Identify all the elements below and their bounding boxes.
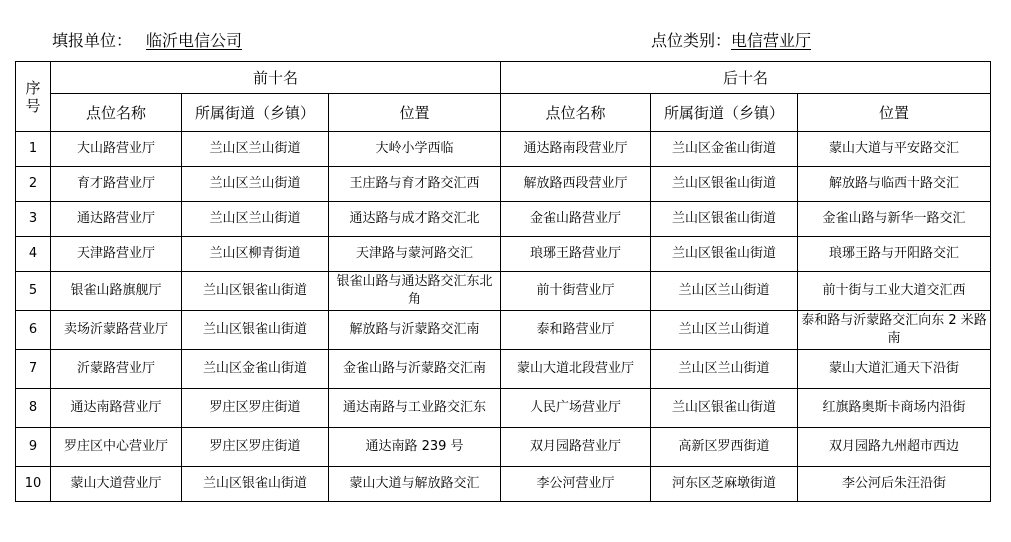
- bottom-col-street: 所属街道（乡镇）: [651, 94, 798, 132]
- top-location-cell: 通达路与成才路交汇北: [329, 202, 501, 237]
- bottom-name-cell: 李公河营业厅: [501, 467, 651, 502]
- seq-cell: 10: [16, 467, 51, 502]
- table-row: [16, 272, 991, 311]
- top-name-cell: 通达路营业厅: [51, 202, 182, 237]
- top-street-cell: 罗庄区罗庄街道: [182, 389, 329, 428]
- table-row: [16, 389, 991, 428]
- table-row: [16, 428, 991, 467]
- top-name-cell: 蒙山大道营业厅: [51, 467, 182, 502]
- top-ten-header: 前十名: [51, 62, 501, 94]
- table-row: [16, 132, 991, 167]
- bottom-location-cell: 蒙山大道汇通天下沿街: [798, 350, 991, 389]
- bottom-street-cell: 河东区芝麻墩街道: [651, 467, 798, 502]
- seq-cell: 7: [16, 350, 51, 389]
- top-location-cell: 蒙山大道与解放路交汇: [329, 467, 501, 502]
- table-row: [16, 350, 991, 389]
- seq-cell: 4: [16, 237, 51, 272]
- seq-cell: 9: [16, 428, 51, 467]
- top-location-cell: 银雀山路与通达路交汇东北角: [329, 272, 501, 311]
- top-col-name: 点位名称: [51, 94, 182, 132]
- seq-header: [16, 62, 51, 132]
- top-street-cell: 兰山区兰山街道: [182, 132, 329, 167]
- bottom-location-cell: 琅琊王路与开阳路交汇: [798, 237, 991, 272]
- bottom-location-cell: 蒙山大道与平安路交汇: [798, 132, 991, 167]
- table-row: [16, 202, 991, 237]
- table-row: [16, 237, 991, 272]
- bottom-name-cell: 通达路南段营业厅: [501, 132, 651, 167]
- top-name-cell: 银雀山路旗舰厅: [51, 272, 182, 311]
- top-name-cell: 天津路营业厅: [51, 237, 182, 272]
- top-location-cell: 王庄路与育才路交汇西: [329, 167, 501, 202]
- table-row: [16, 311, 991, 350]
- top-location-cell: 通达南路与工业路交汇东: [329, 389, 501, 428]
- bottom-street-cell: 兰山区金雀山街道: [651, 132, 798, 167]
- top-street-cell: 兰山区银雀山街道: [182, 311, 329, 350]
- top-name-cell: 大山路营业厅: [51, 132, 182, 167]
- bottom-name-cell: 琅琊王路营业厅: [501, 237, 651, 272]
- top-name-cell: 卖场沂蒙路营业厅: [51, 311, 182, 350]
- bottom-location-cell: 李公河后朱汪沿街: [798, 467, 991, 502]
- seq-cell: 3: [16, 202, 51, 237]
- top-location-cell: 金雀山路与沂蒙路交汇南: [329, 350, 501, 389]
- bottom-name-cell: 人民广场营业厅: [501, 389, 651, 428]
- bottom-street-cell: 高新区罗西街道: [651, 428, 798, 467]
- top-street-cell: 兰山区兰山街道: [182, 202, 329, 237]
- column-header-row: [16, 94, 991, 132]
- bottom-street-cell: 兰山区兰山街道: [651, 272, 798, 311]
- top-name-cell: 育才路营业厅: [51, 167, 182, 202]
- unit-value: 临沂电信公司: [146, 31, 243, 50]
- category-value: 电信营业厅: [731, 31, 812, 50]
- bottom-name-cell: 解放路西段营业厅: [501, 167, 651, 202]
- top-street-cell: 兰山区柳青街道: [182, 237, 329, 272]
- top-street-cell: 兰山区兰山街道: [182, 167, 329, 202]
- table-row: [16, 467, 991, 502]
- bottom-street-cell: 兰山区兰山街道: [651, 350, 798, 389]
- unit-header: [52, 28, 250, 51]
- seq-header-text: 序号: [25, 78, 41, 115]
- bottom-street-cell: 兰山区银雀山街道: [651, 202, 798, 237]
- bottom-ten-header: 后十名: [501, 62, 991, 94]
- bottom-street-cell: 兰山区兰山街道: [651, 311, 798, 350]
- top-location-cell: 大岭小学西临: [329, 132, 501, 167]
- seq-cell: 1: [16, 132, 51, 167]
- seq-cell: 2: [16, 167, 51, 202]
- seq-cell: 5: [16, 272, 51, 311]
- bottom-col-location: 位置: [798, 94, 991, 132]
- top-street-cell: 兰山区金雀山街道: [182, 350, 329, 389]
- bottom-street-cell: 兰山区银雀山街道: [651, 167, 798, 202]
- top-name-cell: 罗庄区中心营业厅: [51, 428, 182, 467]
- ranking-table: [15, 61, 991, 502]
- bottom-location-cell: 红旗路奥斯卡商场内沿街: [798, 389, 991, 428]
- category-header: [651, 28, 811, 51]
- seq-cell: 8: [16, 389, 51, 428]
- top-name-cell: 沂蒙路营业厅: [51, 350, 182, 389]
- bottom-location-cell: 泰和路与沂蒙路交汇向东 2 米路南: [798, 311, 991, 350]
- top-street-cell: 兰山区银雀山街道: [182, 467, 329, 502]
- top-location-cell: 通达南路 239 号: [329, 428, 501, 467]
- top-col-location: 位置: [329, 94, 501, 132]
- top-street-cell: 兰山区银雀山街道: [182, 272, 329, 311]
- bottom-street-cell: 兰山区银雀山街道: [651, 389, 798, 428]
- top-street-cell: 罗庄区罗庄街道: [182, 428, 329, 467]
- top-name-cell: 通达南路营业厅: [51, 389, 182, 428]
- bottom-name-cell: 泰和路营业厅: [501, 311, 651, 350]
- category-label: 点位类别：: [651, 31, 732, 50]
- bottom-location-cell: 前十街与工业大道交汇西: [798, 272, 991, 311]
- group-header-row: [16, 62, 991, 94]
- top-location-cell: 天津路与蒙河路交汇: [329, 237, 501, 272]
- seq-cell: 6: [16, 311, 51, 350]
- bottom-location-cell: 双月园路九州超市西边: [798, 428, 991, 467]
- bottom-name-cell: 金雀山路营业厅: [501, 202, 651, 237]
- top-col-street: 所属街道（乡镇）: [182, 94, 329, 132]
- bottom-street-cell: 兰山区银雀山街道: [651, 237, 798, 272]
- unit-label: 填报单位：: [52, 31, 133, 50]
- top-location-cell: 解放路与沂蒙路交汇南: [329, 311, 501, 350]
- bottom-col-name: 点位名称: [501, 94, 651, 132]
- bottom-name-cell: 双月园路营业厅: [501, 428, 651, 467]
- table-row: [16, 167, 991, 202]
- bottom-location-cell: 金雀山路与新华一路交汇: [798, 202, 991, 237]
- bottom-name-cell: 蒙山大道北段营业厅: [501, 350, 651, 389]
- bottom-name-cell: 前十街营业厅: [501, 272, 651, 311]
- bottom-location-cell: 解放路与临西十路交汇: [798, 167, 991, 202]
